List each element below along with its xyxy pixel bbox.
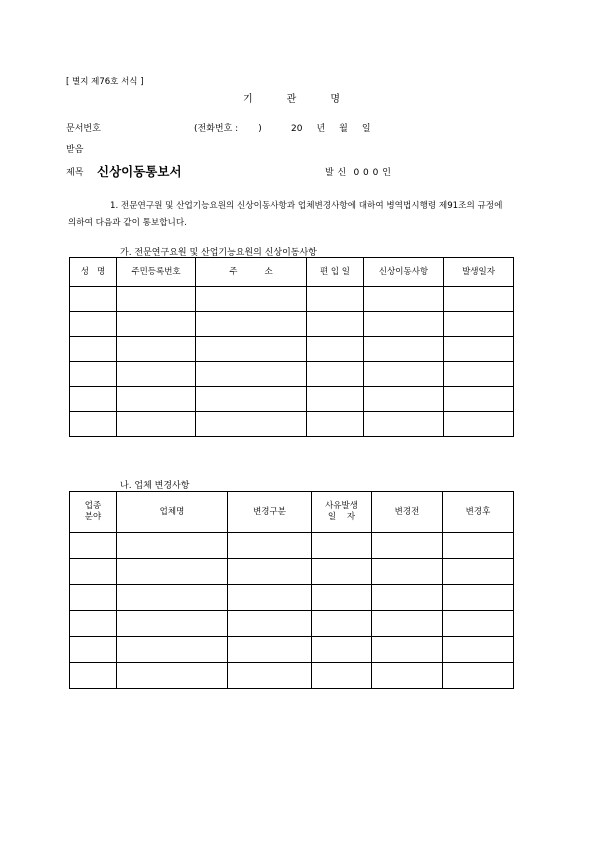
- table-row: [70, 387, 514, 412]
- table-cell[interactable]: [364, 312, 444, 337]
- agency-char: 명: [330, 94, 341, 105]
- table-cell[interactable]: [196, 312, 307, 337]
- phone-label: (전화번호 : ): [194, 124, 262, 134]
- table-cell[interactable]: [70, 559, 117, 585]
- section-a-title: 가. 전문연구요원 및 산업기능요원의 신상이동사항: [120, 248, 317, 258]
- table-cell[interactable]: [312, 585, 372, 611]
- table-cell[interactable]: [228, 637, 312, 663]
- table-cell[interactable]: [444, 412, 514, 437]
- table-cell[interactable]: [443, 611, 514, 637]
- table-cell[interactable]: [372, 611, 443, 637]
- table-cell[interactable]: [228, 663, 312, 689]
- table-cell[interactable]: [443, 533, 514, 559]
- table-cell[interactable]: [307, 287, 364, 312]
- header-occurrence-date: 발생일자: [444, 258, 514, 287]
- agency-char: 관: [286, 94, 297, 105]
- table-cell[interactable]: [372, 663, 443, 689]
- table-row: [70, 637, 514, 663]
- table-cell[interactable]: [70, 637, 117, 663]
- table-cell[interactable]: [228, 611, 312, 637]
- company-change-table: [69, 491, 514, 689]
- table-cell[interactable]: [117, 387, 196, 412]
- header-company-name: 업체명: [117, 492, 228, 533]
- table-cell[interactable]: [117, 312, 196, 337]
- doc-number-label: 문서번호: [66, 124, 101, 134]
- table-cell[interactable]: [364, 412, 444, 437]
- table-cell[interactable]: [117, 611, 228, 637]
- table-cell[interactable]: [117, 663, 228, 689]
- table-cell[interactable]: [117, 337, 196, 362]
- table-cell[interactable]: [70, 611, 117, 637]
- table-cell[interactable]: [307, 337, 364, 362]
- date-field: [291, 121, 385, 134]
- table-row: [70, 412, 514, 437]
- table-cell[interactable]: [312, 559, 372, 585]
- body-paragraph: 1. 전문연구원 및 산업기능요원의 신상이동사항과 업체변경사항에 대하여 병역법시행령 제91조의 규정에 의하여 다음과 같이 통보합니다.: [68, 201, 503, 228]
- table-cell[interactable]: [70, 585, 117, 611]
- table-cell[interactable]: [117, 287, 196, 312]
- table-cell[interactable]: [444, 337, 514, 362]
- sender: 발 신 0 0 0 인: [325, 168, 392, 178]
- header-enlist-date: 편 입 일: [307, 258, 364, 287]
- recipient-label: 받음: [66, 145, 84, 155]
- header-address: 주 소: [196, 258, 307, 287]
- table-cell[interactable]: [70, 362, 117, 387]
- header-industry-field: 업종 분야: [70, 492, 117, 533]
- section-b-title: 나. 업체 변경사항: [120, 481, 190, 491]
- header-after-change: 변경후: [443, 492, 514, 533]
- subject-title: 신상이동통보서: [97, 164, 182, 179]
- table-row: [70, 312, 514, 337]
- personnel-change-table: [69, 257, 514, 437]
- table-cell[interactable]: [196, 362, 307, 387]
- table-cell[interactable]: [312, 533, 372, 559]
- table-row: [70, 559, 514, 585]
- table-cell[interactable]: [117, 559, 228, 585]
- table-cell[interactable]: [312, 637, 372, 663]
- table-row: [70, 611, 514, 637]
- table-row: [70, 337, 514, 362]
- table-cell[interactable]: [70, 387, 117, 412]
- table-cell[interactable]: [70, 337, 117, 362]
- table-row: [70, 663, 514, 689]
- table-cell[interactable]: [196, 287, 307, 312]
- table-cell[interactable]: [117, 637, 228, 663]
- table-cell[interactable]: [196, 387, 307, 412]
- table-cell[interactable]: [70, 412, 117, 437]
- table-cell[interactable]: [443, 637, 514, 663]
- table-cell[interactable]: [364, 287, 444, 312]
- header-name: 성 명: [70, 258, 117, 287]
- table-cell[interactable]: [70, 663, 117, 689]
- table-cell[interactable]: [364, 337, 444, 362]
- table-cell[interactable]: [372, 533, 443, 559]
- table-row: [70, 362, 514, 387]
- subject-label: 제목: [66, 168, 84, 178]
- agency-char: 기: [243, 94, 253, 105]
- table-cell[interactable]: [117, 533, 228, 559]
- table-cell[interactable]: [307, 362, 364, 387]
- form-number: [ 별지 제76호 서식 ]: [66, 77, 144, 87]
- table-cell[interactable]: [117, 362, 196, 387]
- header-personal-change: 신상이동사항: [364, 258, 444, 287]
- table-cell[interactable]: [70, 533, 117, 559]
- table-row: [70, 585, 514, 611]
- table-cell[interactable]: [372, 559, 443, 585]
- table-header-row: [70, 258, 514, 287]
- date-year-unit: 년: [316, 124, 326, 134]
- table-cell[interactable]: [312, 611, 372, 637]
- table-cell[interactable]: [117, 412, 196, 437]
- header-before-change: 변경전: [372, 492, 443, 533]
- table-cell[interactable]: [443, 585, 514, 611]
- table-cell[interactable]: [70, 287, 117, 312]
- table-cell[interactable]: [444, 362, 514, 387]
- table-cell[interactable]: [196, 337, 307, 362]
- table-cell[interactable]: [228, 533, 312, 559]
- table-row: [70, 533, 514, 559]
- date-month-unit: 월: [339, 124, 348, 134]
- table-cell[interactable]: [228, 559, 312, 585]
- header-reason-date: 사유발생 일 자: [312, 492, 372, 533]
- table-cell[interactable]: [196, 412, 307, 437]
- table-cell[interactable]: [228, 585, 312, 611]
- table-cell[interactable]: [307, 412, 364, 437]
- date-day-unit: 일: [361, 124, 371, 134]
- table-cell[interactable]: [372, 585, 443, 611]
- header-resident-number: 주민등록번호: [117, 258, 196, 287]
- table-cell[interactable]: [444, 312, 514, 337]
- table-cell[interactable]: [444, 387, 514, 412]
- table-cell[interactable]: [444, 287, 514, 312]
- table-cell[interactable]: [443, 559, 514, 585]
- table-cell[interactable]: [364, 387, 444, 412]
- date-year: 20: [291, 124, 303, 134]
- table-cell[interactable]: [372, 637, 443, 663]
- table-header-row: [70, 492, 514, 533]
- table-cell[interactable]: [307, 387, 364, 412]
- table-cell[interactable]: [70, 312, 117, 337]
- table-cell[interactable]: [443, 663, 514, 689]
- agency-name: [243, 90, 374, 105]
- table-cell[interactable]: [312, 663, 372, 689]
- table-cell[interactable]: [117, 585, 228, 611]
- table-row: [70, 287, 514, 312]
- table-cell[interactable]: [364, 362, 444, 387]
- header-change-type: 변경구분: [228, 492, 312, 533]
- table-cell[interactable]: [307, 312, 364, 337]
